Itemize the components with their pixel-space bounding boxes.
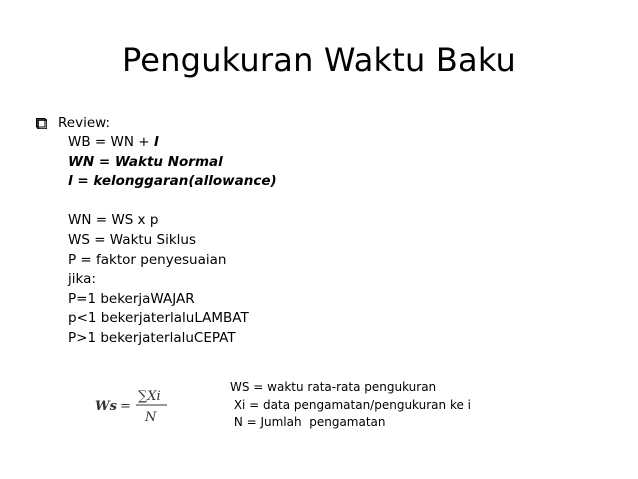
formula-definitions bbox=[230, 379, 471, 432]
wb-formula-line: WB = WN + l bbox=[68, 134, 159, 150]
review-lines bbox=[68, 133, 277, 349]
ws-average-definition: WS = waktu rata-rata pengukuran bbox=[230, 380, 437, 394]
formula-denominator: N bbox=[145, 410, 157, 425]
review-label: Review: bbox=[58, 115, 110, 131]
checkbox-bullet-icon bbox=[36, 118, 47, 129]
formula-numerator: ∑Xi bbox=[138, 389, 161, 404]
wn-definition-line: WN = Waktu Normal bbox=[68, 153, 223, 170]
review-bullet bbox=[36, 113, 110, 133]
xi-definition: Xi = data pengamatan/pengukuran ke i bbox=[230, 397, 471, 412]
formula-lhs: Ws bbox=[95, 399, 117, 414]
wn-formula-line: WN = WS x p bbox=[68, 212, 159, 229]
allowance-definition-line: l = kelonggaran(allowance) bbox=[68, 173, 277, 190]
condition-fast-line: P>1 bekerjaterlaluCEPAT bbox=[68, 329, 236, 346]
ws-average-formula bbox=[93, 383, 173, 427]
ws-definition-line: WS = Waktu Siklus bbox=[68, 231, 197, 248]
condition-label-line: jika: bbox=[68, 271, 96, 288]
condition-normal-line: P=1 bekerjaWAJAR bbox=[68, 290, 195, 307]
condition-slow-line: p<1 bekerjaterlaluLAMBAT bbox=[68, 310, 249, 327]
blank-line bbox=[68, 192, 277, 212]
p-definition-line: P = faktor penyesuaian bbox=[68, 251, 227, 268]
slide-title: Pengukuran Waktu Baku bbox=[121, 41, 517, 79]
formula-equals: = bbox=[120, 399, 131, 414]
n-definition: N = Jumlah pengamatan bbox=[230, 415, 386, 429]
